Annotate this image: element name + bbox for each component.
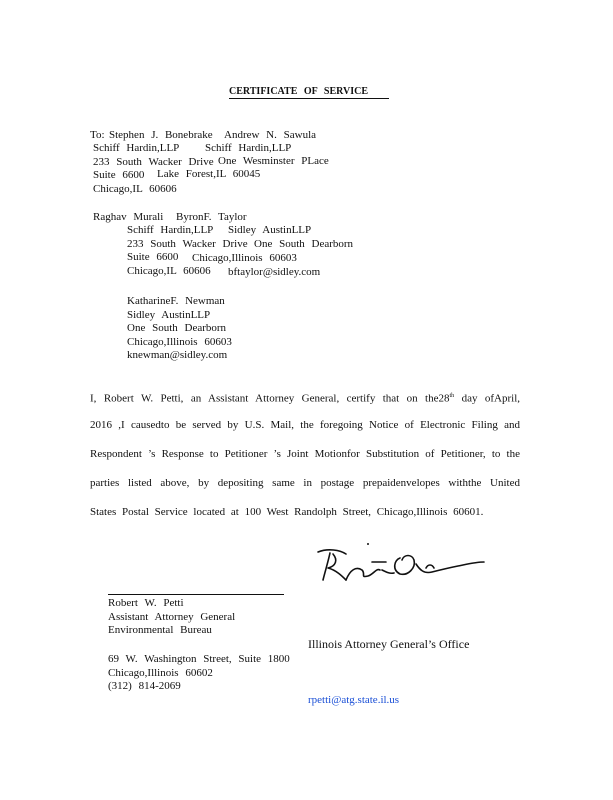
- certification-paragraph: [90, 388, 520, 533]
- recipient-line: Chicago,Illinois 60603: [127, 335, 232, 348]
- document-title: CERTIFICATE OF SERVICE: [229, 86, 368, 97]
- recipient-line: ByronF. Taylor: [176, 211, 247, 223]
- recipient-line: One Wesminster PLace: [218, 155, 329, 167]
- recipient-sawula-street: [218, 155, 329, 169]
- recipient-line: Suite 6600: [93, 169, 145, 181]
- signature-line: [108, 594, 284, 595]
- email-link[interactable]: rpetti@atg.state.il.us: [308, 694, 400, 706]
- recipient-line: Schiff Hardin,LLP: [205, 142, 292, 154]
- recipient-line: 233 South Wacker Drive: [93, 155, 214, 168]
- to-label: To:: [90, 129, 105, 141]
- office-name: Illinois Attorney General’s Office: [308, 637, 470, 651]
- recipient-line: Chicago,Illinois 60603: [192, 252, 297, 264]
- recipient-line: Lake Forest,IL 60045: [157, 168, 261, 180]
- certification-line: 2016 ,I causedto be served by U.S. Mail, the foregoing Notice of Electronic Filing and: [90, 419, 520, 431]
- address-line: (312) 814-2069: [108, 680, 181, 692]
- certification-line: States Postal Service located at 100 West Randolph Street, Chicago,Illinois 60601.: [90, 506, 484, 518]
- recipient-line: bftaylor@sidley.com: [228, 266, 321, 278]
- recipient-line: One South Dearborn: [127, 322, 227, 334]
- signer-line: Robert W. Petti: [108, 597, 184, 609]
- recipient-sawula-firm: [205, 142, 291, 156]
- recipient-line: Schiff Hardin,LLP: [93, 142, 180, 154]
- signer-block: [108, 597, 235, 638]
- recipient-line: Chicago,IL 60606: [127, 264, 211, 277]
- recipient-taylor-street: [254, 238, 353, 252]
- recipient-line: Suite 6600: [127, 251, 179, 263]
- certification-line1-post: day ofApril,: [461, 392, 521, 405]
- recipient-taylor-email: [228, 266, 320, 280]
- signer-address: [108, 653, 290, 694]
- recipient-line: Andrew N. Sawula: [224, 129, 317, 141]
- certification-line1-pre: I, Robert W. Petti, an Assistant Attorney General, certify that on the28: [90, 392, 450, 405]
- recipient-bonebrake: [109, 129, 213, 143]
- signer-line: Assistant Attorney General: [108, 610, 236, 623]
- recipient-line: One South Dearborn: [254, 238, 354, 250]
- handwritten-signature: [316, 540, 488, 585]
- recipient-line: Chicago,IL 60606: [93, 182, 177, 195]
- recipient-line: Sidley AustinLLP: [127, 308, 211, 321]
- recipient-line: Stephen J. Bonebrake: [109, 129, 213, 141]
- recipient-sawula-city: [157, 168, 260, 182]
- recipient-line: 233 South Wacker Drive: [127, 237, 248, 250]
- recipient-sawula: [224, 129, 316, 143]
- address-line: Chicago,Illinois 60602: [108, 666, 213, 679]
- title-underline: [229, 98, 389, 99]
- certification-line: Respondent ’s Response to Petitioner ’s Joint Motionfor Substitution of Petitioner, to the: [90, 448, 520, 460]
- certification-line: [90, 388, 520, 417]
- signer-line: Environmental Bureau: [108, 624, 212, 636]
- recipient-taylor-name: [176, 211, 247, 225]
- recipient-taylor-city: [192, 252, 297, 266]
- recipient-taylor-firm: [228, 224, 311, 238]
- recipient-line: KatharineF. Newman: [127, 295, 225, 307]
- recipient-newman: [127, 295, 232, 363]
- recipient-murali-name: Raghav Murali: [93, 211, 164, 223]
- recipient-line: Sidley AustinLLP: [228, 224, 312, 236]
- ordinal-suffix: th: [449, 393, 455, 399]
- address-line: 69 W. Washington Street, Suite 1800: [108, 653, 290, 665]
- certification-line: parties listed above, by depositing same in postage prepaidenvelopes withthe United: [90, 477, 520, 489]
- recipient-line: knewman@sidley.com: [127, 349, 228, 361]
- recipient-line: Schiff Hardin,LLP: [127, 224, 214, 236]
